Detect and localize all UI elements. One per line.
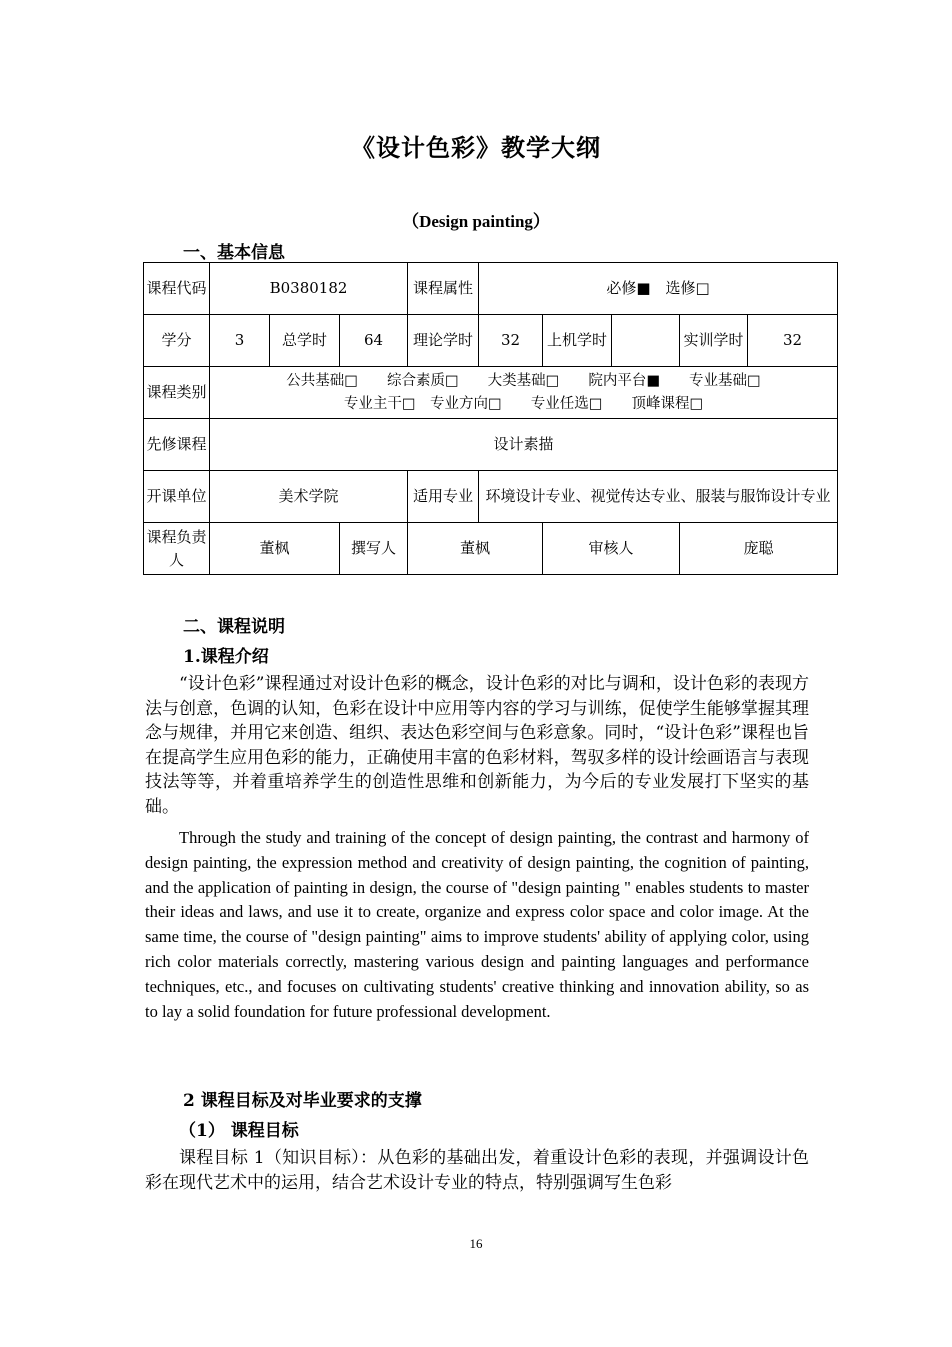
category-label: 课程类别: [144, 367, 210, 419]
theory-hours-value: 32: [479, 315, 543, 367]
intro-paragraph-zh: “设计色彩”课程通过对设计色彩的概念，设计色彩的对比与调和，设计色彩的表现方法与创意，色调的认知，色彩在设计中应用等内容的学习与训练，促使学生能够掌握其理念与规律，并用它来创造、组织、表达色彩空间与色彩意象。同时，“设计色彩”课程也旨在提高学生应用色彩的能力，正确使用丰富的色彩材料，驾驭多样的设计绘画语言与表现技法等等，并着重培养学生的创造性思维和创新能力，为今后的专业发展打下坚实的基础。: [145, 674, 809, 817]
major-value: 环境设计专业、视觉传达专业、服装与服饰设计专业: [479, 471, 838, 523]
category-value: [210, 367, 838, 419]
course-info-table: [143, 262, 838, 575]
page-subtitle: （Design painting）: [402, 212, 550, 231]
total-hours-label: 总学时: [270, 315, 340, 367]
code-value: B0380182: [210, 263, 408, 315]
reviewer-label: 审核人: [543, 523, 680, 575]
category-line-2: 专业主干□ 专业方向□ 专业任选□ 顶峰课程□: [343, 395, 704, 412]
intro-paragraph-en: Through the study and training of the concept of design painting, the contrast and harmony of design painting, the expression method and creativity of design painting, the cognition of painting, and the application of painting in design, the course of "design painting " enables students to master their ideas and laws, and use it to create, organize and express color space and color image. At the same time, the course of "design painting" aims to improve students' ability of applying color, using rich color materials correctly, mastering various design and painting languages and performance techniques, etc., and focuses on cultivating students' creative thinking and innovation ability, so as to lay a solid foundation for future professional development.: [145, 828, 809, 1021]
reviewer-value: 庞聪: [680, 523, 838, 575]
major-label: 适用专业: [408, 471, 479, 523]
practice-hours-value: 32: [748, 315, 838, 367]
page-title: 《设计色彩》教学大纲: [351, 133, 601, 162]
computer-hours-value: [612, 315, 680, 367]
credit-value: 3: [210, 315, 270, 367]
page-number: 16: [469, 1236, 483, 1251]
writer-value: 董枫: [408, 523, 543, 575]
unit-label: 开课单位: [144, 471, 210, 523]
section-basic-info: 一、基本信息: [183, 243, 285, 263]
owner-label: 课程负责人: [144, 523, 210, 575]
owner-value: 董枫: [210, 523, 340, 575]
writer-label: 撰写人: [340, 523, 408, 575]
computer-hours-label: 上机学时: [543, 315, 612, 367]
unit-value: 美术学院: [210, 471, 408, 523]
prereq-value: 设计素描: [210, 419, 838, 471]
total-hours-value: 64: [340, 315, 408, 367]
subsection-course-goals: （1） 课程目标: [179, 1121, 299, 1141]
subsection-goals: 2 课程目标及对毕业要求的支撑: [183, 1091, 422, 1111]
credit-label: 学分: [144, 315, 210, 367]
category-line-1: 公共基础□ 综合素质□ 大类基础□ 院内平台■ 专业基础□: [286, 372, 761, 389]
goal-paragraph: 课程目标 1（知识目标）：从色彩的基础出发，着重设计色彩的表现，并强调设计色彩在现代艺术中的运用，结合艺术设计专业的特点，特别强调写生色彩: [145, 1148, 809, 1193]
theory-hours-label: 理论学时: [408, 315, 479, 367]
attr-label: 课程属性: [408, 263, 479, 315]
practice-hours-label: 实训学时: [680, 315, 748, 367]
code-label: 课程代码: [144, 263, 210, 315]
section-course-desc: 二、课程说明: [183, 617, 285, 637]
subsection-intro: 1.课程介绍: [183, 647, 269, 667]
attr-value: 必修■ 选修□: [479, 263, 838, 315]
prereq-label: 先修课程: [144, 419, 210, 471]
